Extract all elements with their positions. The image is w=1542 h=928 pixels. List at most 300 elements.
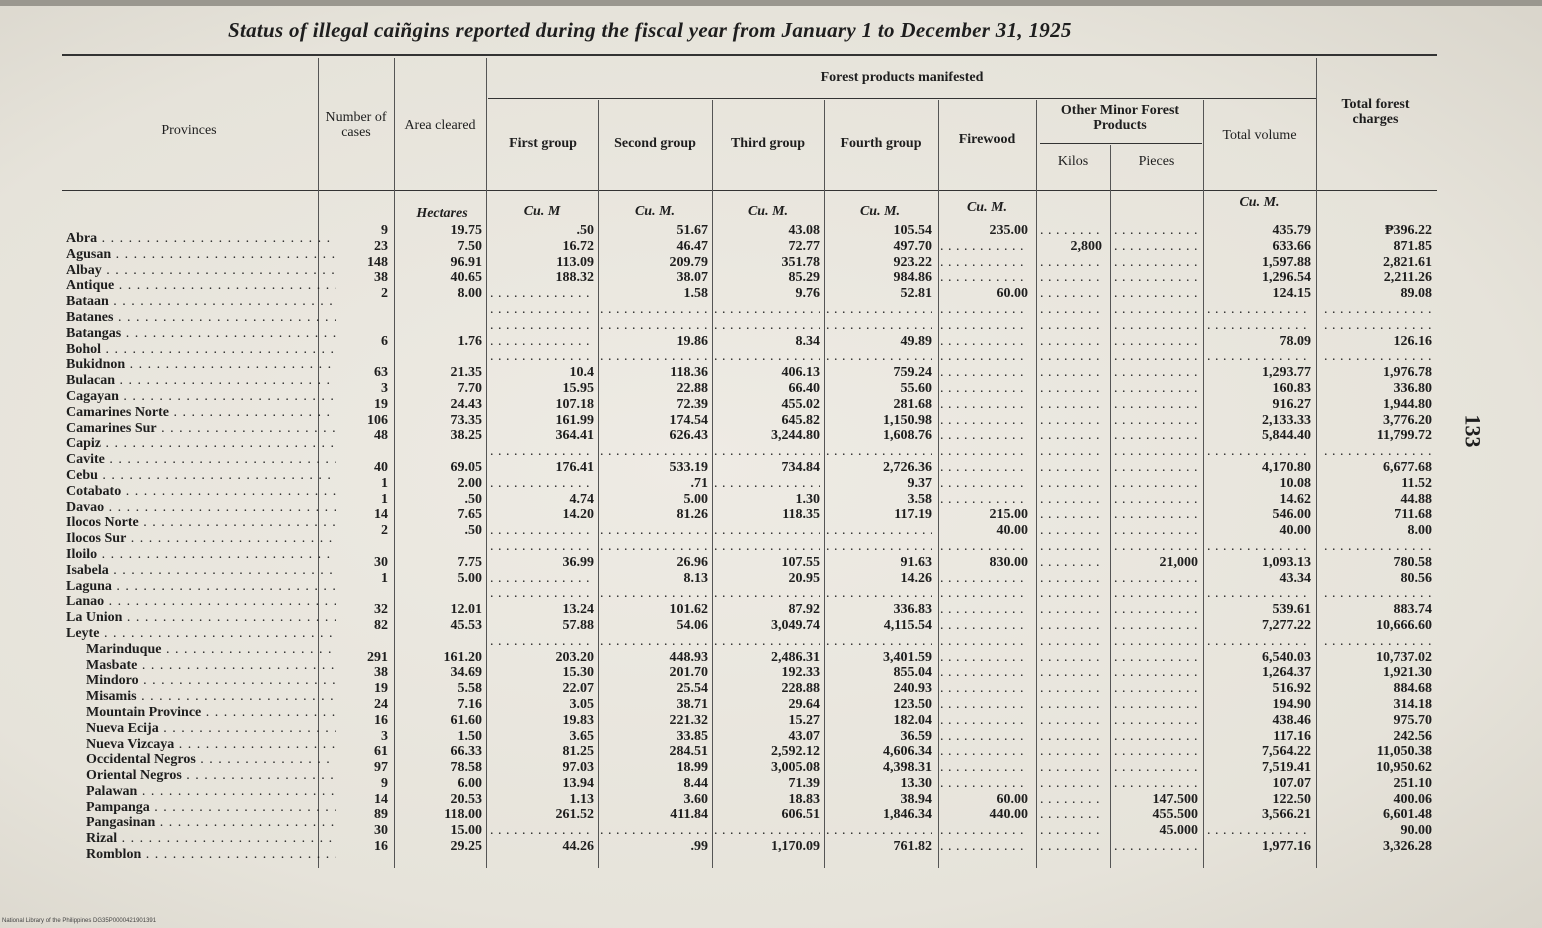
cases-cell (322, 302, 388, 318)
total-volume-cell: 124.15 (1272, 286, 1311, 302)
area-cell: 24.43 (450, 396, 482, 412)
province-name: Pangasinan . . . (66, 815, 336, 831)
area-cell (398, 302, 482, 318)
province-name: Lanao . . . (66, 594, 336, 610)
cases-column (322, 223, 388, 855)
col-divider (1316, 58, 1317, 868)
third-cell: 192.33 (781, 665, 820, 681)
cases-cell: 19 (374, 396, 388, 412)
second-cell (600, 444, 708, 460)
third-cell: 3,244.80 (771, 428, 820, 444)
firewood-cell (940, 270, 1028, 286)
second-cell: 284.51 (669, 744, 708, 760)
fourth-cell: 123.50 (893, 696, 932, 712)
header-bottom-rule (62, 190, 1437, 191)
area-cell: 6.00 (457, 775, 482, 791)
first-cell: 13.24 (562, 602, 594, 618)
firewood-column (940, 223, 1028, 855)
charges-cell: 1,944.80 (1383, 396, 1432, 412)
pieces-cell: 455.500 (1152, 807, 1198, 823)
cases-cell: 97 (374, 760, 388, 776)
firewood-cell (940, 318, 1028, 334)
third-cell (714, 523, 820, 539)
total-volume-cell: 160.83 (1272, 380, 1311, 396)
fourth-cell (826, 523, 932, 539)
province-name: Misamis . . . (66, 689, 336, 705)
total-volume-cell: 3,566.21 (1262, 807, 1311, 823)
fourth-cell: 4,398.31 (883, 760, 932, 776)
charges-cell: 89.08 (1400, 286, 1432, 302)
header-first-group: First group (509, 135, 577, 151)
charges-cell: 336.80 (1393, 380, 1432, 396)
fourth-cell (826, 444, 932, 460)
first-cell (490, 302, 594, 318)
kilos-cell (1040, 571, 1102, 587)
charges-cell (1320, 539, 1432, 555)
area-cell: 40.65 (450, 270, 482, 286)
fourth-cell: 240.93 (893, 681, 932, 697)
province-name: Pampanga . . . (66, 800, 336, 816)
first-cell (490, 318, 594, 334)
third-cell: 734.84 (781, 459, 820, 475)
province-name: Batanes . . . (66, 310, 336, 326)
charges-cell: 711.68 (1394, 507, 1432, 523)
pieces-cell (1114, 697, 1198, 713)
province-name: Nueva Vizcaya . . . (66, 737, 336, 753)
fourth-cell: 38.94 (900, 791, 932, 807)
total-volume-cell: 4,170.80 (1262, 459, 1311, 475)
area-cell: 73.35 (450, 412, 482, 428)
total-volume-cell: 546.00 (1272, 507, 1311, 523)
area-cell (398, 349, 482, 365)
col-divider (486, 58, 487, 868)
province-name: Palawan . . . (66, 784, 336, 800)
second-cell: 19.86 (676, 333, 708, 349)
area-cell: 7.70 (457, 380, 482, 396)
cases-cell: 24 (374, 696, 388, 712)
third-cell: 18.83 (788, 791, 820, 807)
charges-cell: 2,211.26 (1383, 270, 1432, 286)
firewood-cell: 235.00 (989, 223, 1028, 238)
cases-cell: 6 (381, 333, 388, 349)
third-cell: 9.76 (795, 286, 820, 302)
second-cell: 8.44 (683, 775, 708, 791)
unit-area: Hectares (416, 206, 468, 221)
pieces-cell (1114, 223, 1198, 239)
total-volume-cell: 117.16 (1273, 728, 1311, 744)
col-divider (824, 100, 825, 868)
fourth-cell (826, 349, 932, 365)
kilos-cell (1040, 270, 1102, 286)
first-cell: 364.41 (555, 428, 594, 444)
firewood-cell: 60.00 (996, 791, 1028, 807)
charges-cell: 11,050.38 (1376, 744, 1432, 760)
fourth-cell (826, 586, 932, 602)
third-cell (714, 302, 820, 318)
province-name: Nueva Ecija . . . (66, 721, 336, 737)
province-name: La Union . . . (66, 610, 336, 626)
second-cell: 626.43 (669, 428, 708, 444)
province-name: Batangas . . . (66, 326, 336, 342)
fourth-cell: 49.89 (900, 333, 932, 349)
cases-cell: 82 (374, 617, 388, 633)
third-cell: 3,049.74 (771, 617, 820, 633)
charges-cell (1320, 586, 1432, 602)
total-volume-cell: 107.07 (1272, 775, 1311, 791)
province-name: Albay . . . (66, 263, 336, 279)
fourth-cell: 91.63 (900, 554, 932, 570)
fourth-cell: 2,726.36 (883, 459, 932, 475)
province-name: Oriental Negros . . . (66, 768, 336, 784)
cases-cell: 3 (381, 380, 388, 396)
province-name: Cotabato . . . (66, 484, 336, 500)
charges-cell: 242.56 (1393, 728, 1432, 744)
second-cell: 118.36 (670, 365, 708, 381)
total-volume-cell (1207, 444, 1311, 460)
cases-cell (322, 444, 388, 460)
total-volume-cell: 7,564.22 (1262, 744, 1311, 760)
province-name: Bukidnon . . . (66, 357, 336, 373)
unit-second: Cu. M. (634, 204, 676, 219)
page-number: 133 (1460, 414, 1486, 448)
third-cell: 3,005.08 (771, 760, 820, 776)
col-divider (938, 100, 939, 868)
header-other-minor-products: Other Minor Forest Products (1060, 103, 1180, 133)
kilos-cell (1040, 618, 1102, 634)
firewood-cell (940, 839, 1028, 855)
third-cell (714, 318, 820, 334)
header-total-volume: Total volume (1222, 127, 1297, 143)
total-volume-cell: 194.90 (1272, 696, 1311, 712)
area-cell (398, 539, 482, 555)
pieces-cell: 21,000 (1159, 554, 1198, 570)
charges-cell: 10,666.60 (1376, 617, 1432, 633)
first-cell: 97.03 (562, 760, 594, 776)
header-kilos: Kilos (1057, 153, 1089, 169)
area-cell: 5.00 (457, 570, 482, 586)
first-cell (490, 634, 594, 650)
fourth-cell: 36.59 (900, 728, 932, 744)
area-cell: 118.00 (444, 807, 482, 823)
second-cell (600, 302, 708, 318)
kilos-cell (1040, 318, 1102, 334)
kilos-cell (1040, 334, 1102, 350)
province-name: Ilocos Norte . . . (66, 515, 336, 531)
third-cell: 29.64 (788, 696, 820, 712)
pieces-cell (1114, 507, 1198, 523)
charges-cell: 3,776.20 (1383, 412, 1432, 428)
pieces-cell (1114, 381, 1198, 397)
second-cell: 25.54 (676, 681, 708, 697)
area-cell: 45.53 (450, 617, 482, 633)
total-volume-cell (1207, 539, 1311, 555)
firewood-cell (940, 697, 1028, 713)
charges-cell: 10,950.62 (1376, 760, 1432, 776)
area-cell (398, 586, 482, 602)
first-cell: 44.26 (562, 839, 594, 855)
second-cell: .71 (690, 475, 708, 491)
kilos-cell (1040, 744, 1102, 760)
total-volume-cell: 122.50 (1272, 791, 1311, 807)
area-cell: 7.16 (457, 696, 482, 712)
area-cell: 8.00 (457, 286, 482, 302)
total-volume-cell: 78.09 (1279, 333, 1311, 349)
charges-cell: 6,601.48 (1383, 807, 1432, 823)
second-cell (600, 349, 708, 365)
kilos-cell (1040, 697, 1102, 713)
first-cell (490, 523, 594, 539)
fourth-cell (826, 318, 932, 334)
area-cell: 5.58 (457, 681, 482, 697)
province-name: Leyte . . . (66, 626, 336, 642)
fourth-cell: 14.26 (900, 570, 932, 586)
firewood-cell (940, 492, 1028, 508)
charges-cell: 314.18 (1393, 696, 1432, 712)
firewood-cell (940, 776, 1028, 792)
second-cell: 33.85 (676, 728, 708, 744)
total-volume-cell: 1,597.88 (1262, 254, 1311, 270)
header-firewood: Firewood (958, 131, 1016, 147)
cases-cell: 1 (381, 475, 388, 491)
kilos-cell (1040, 539, 1102, 555)
third-cell: 43.08 (788, 223, 820, 238)
fourth-cell (826, 823, 932, 839)
firewood-cell (940, 365, 1028, 381)
total-volume-cell: 916.27 (1272, 396, 1311, 412)
first-cell: 14.20 (562, 507, 594, 523)
kilos-cell (1040, 492, 1102, 508)
area-cell: 161.20 (443, 649, 482, 665)
fourth-cell: 55.60 (900, 380, 932, 396)
cases-cell: 89 (374, 807, 388, 823)
charges-cell: 90.00 (1400, 823, 1432, 839)
kilos-cell (1040, 665, 1102, 681)
pieces-cell (1114, 476, 1198, 492)
pieces-cell (1114, 397, 1198, 413)
province-name: Bataan . . . (66, 294, 336, 310)
charges-cell: 10,737.02 (1376, 649, 1432, 665)
header-pieces: Pieces (1138, 153, 1175, 169)
province-name: Laguna . . . (66, 579, 336, 595)
fourth-cell (826, 539, 932, 555)
first-cell: 22.07 (562, 681, 594, 697)
charges-cell: 8.00 (1407, 523, 1432, 539)
unit-first: Cu. M (523, 204, 561, 219)
third-cell (714, 444, 820, 460)
area-cell: 19.75 (450, 223, 482, 238)
pieces-column (1114, 223, 1198, 855)
col-divider (1110, 145, 1111, 868)
third-cell: 15.27 (788, 712, 820, 728)
second-cell: 18.99 (676, 760, 708, 776)
pieces-cell (1114, 302, 1198, 318)
province-name: Occidental Negros . . . (66, 752, 336, 768)
area-cell (398, 634, 482, 650)
first-cell: 13.94 (562, 775, 594, 791)
first-cell: 4.74 (569, 491, 594, 507)
first-cell: 16.72 (562, 238, 594, 254)
cases-cell: 106 (367, 412, 388, 428)
province-name: Abra . . . (66, 231, 336, 247)
header-provinces: Provinces (161, 122, 217, 138)
third-cell: 66.40 (788, 380, 820, 396)
fourth-cell: 759.24 (893, 365, 932, 381)
first-cell: 176.41 (555, 459, 594, 475)
area-cell: 15.00 (450, 823, 482, 839)
area-cell: 78.58 (450, 760, 482, 776)
firewood-cell (940, 602, 1028, 618)
col-divider (1203, 100, 1204, 868)
pieces-cell (1114, 618, 1198, 634)
total-volume-cell (1207, 823, 1311, 839)
cases-cell: 14 (374, 791, 388, 807)
total-volume-cell (1207, 318, 1311, 334)
province-name: Antique . . . (66, 278, 336, 294)
third-cell: 85.29 (788, 270, 820, 286)
pieces-cell (1114, 776, 1198, 792)
pieces-cell (1114, 318, 1198, 334)
kilos-cell (1040, 223, 1102, 239)
charges-cell: 6,677.68 (1383, 459, 1432, 475)
kilos-cell (1040, 681, 1102, 697)
col-divider (712, 100, 713, 868)
firewood-cell (940, 476, 1028, 492)
unit-third: Cu. M. (747, 204, 789, 219)
third-cell: 228.88 (781, 681, 820, 697)
pieces-cell: 45.000 (1159, 823, 1198, 839)
firewood-cell (940, 255, 1028, 271)
pieces-cell (1114, 286, 1198, 302)
area-cell: 34.69 (450, 665, 482, 681)
charges-cell (1320, 444, 1432, 460)
firewood-cell (940, 413, 1028, 429)
cases-cell (322, 586, 388, 602)
second-group-column (600, 223, 708, 855)
province-name: Camarines Sur . . . (66, 421, 336, 437)
pieces-cell (1114, 239, 1198, 255)
charges-cell: 11.52 (1401, 475, 1432, 491)
cases-cell: 9 (381, 223, 388, 238)
pieces-cell (1114, 760, 1198, 776)
second-cell: 1.58 (683, 286, 708, 302)
pieces-cell (1114, 413, 1198, 429)
fourth-cell: 761.82 (893, 839, 932, 855)
third-cell: 406.13 (781, 365, 820, 381)
kilos-cell (1040, 760, 1102, 776)
fourth-cell: 13.30 (900, 775, 932, 791)
kilos-cell (1040, 713, 1102, 729)
total-volume-cell: 7,277.22 (1262, 617, 1311, 633)
fourth-cell: 3.58 (907, 491, 932, 507)
first-cell: 15.95 (562, 380, 594, 396)
minor-products-rule (1040, 143, 1202, 144)
province-name: Capiz . . . (66, 436, 336, 452)
fourth-cell: 336.83 (893, 602, 932, 618)
kilos-cell (1040, 729, 1102, 745)
pieces-cell (1114, 634, 1198, 650)
charges-cell: ₱396.22 (1384, 223, 1432, 238)
area-cell: 66.33 (450, 744, 482, 760)
kilos-cell (1040, 381, 1102, 397)
cases-cell (322, 349, 388, 365)
second-cell: 533.19 (669, 459, 708, 475)
pieces-cell (1114, 349, 1198, 365)
total-volume-cell: 10.08 (1279, 475, 1311, 491)
fourth-cell (826, 302, 932, 318)
firewood-cell (940, 823, 1028, 839)
first-cell: 3.65 (569, 728, 594, 744)
page-edge (0, 0, 1542, 6)
charges-cell (1320, 349, 1432, 365)
footer-note: National Library of the Philippines DG35P0000421901391 (2, 918, 157, 924)
cases-cell: 48 (374, 428, 388, 444)
pieces-cell (1114, 713, 1198, 729)
kilos-cell (1040, 602, 1102, 618)
pieces-cell (1114, 650, 1198, 666)
pieces-cell (1114, 365, 1198, 381)
total-volume-cell (1207, 302, 1311, 318)
cases-cell: 40 (374, 459, 388, 475)
third-cell (714, 823, 820, 839)
charges-cell: 871.85 (1393, 238, 1432, 254)
charges-cell: 780.58 (1393, 554, 1432, 570)
total-volume-cell: 40.00 (1279, 523, 1311, 539)
pieces-cell (1114, 729, 1198, 745)
firewood-cell: 830.00 (989, 554, 1028, 570)
area-cell (398, 318, 482, 334)
first-cell: 107.18 (555, 396, 594, 412)
second-cell: 201.70 (669, 665, 708, 681)
second-cell: 221.32 (669, 712, 708, 728)
second-cell: 26.96 (676, 554, 708, 570)
charges-cell: 44.88 (1400, 491, 1432, 507)
second-cell: 22.88 (676, 380, 708, 396)
area-cell: 96.91 (450, 254, 482, 270)
fourth-cell: 855.04 (893, 665, 932, 681)
firewood-cell (940, 397, 1028, 413)
first-cell: 36.99 (562, 554, 594, 570)
firewood-cell (940, 729, 1028, 745)
fourth-cell: 984.86 (893, 270, 932, 286)
unit-firewood: Cu. M. (966, 200, 1008, 215)
second-cell: 174.54 (669, 412, 708, 428)
header-total-forest-charges: Total forest charges (1341, 97, 1410, 127)
kilos-cell (1040, 397, 1102, 413)
total-charges-column (1320, 223, 1432, 855)
second-cell (600, 539, 708, 555)
cases-cell (322, 539, 388, 555)
second-cell: 38.71 (676, 696, 708, 712)
second-cell: 51.67 (676, 223, 708, 238)
cases-cell: 19 (374, 681, 388, 697)
firewood-cell: 60.00 (996, 286, 1028, 302)
third-cell: 1.30 (795, 491, 820, 507)
first-cell: 81.25 (562, 744, 594, 760)
province-name: Romblon . . . (66, 847, 336, 863)
pieces-cell (1114, 428, 1198, 444)
province-name: Rizal . . . (66, 831, 336, 847)
first-cell: 261.52 (555, 807, 594, 823)
firewood-cell (940, 349, 1028, 365)
cases-cell: 61 (374, 744, 388, 760)
third-cell: 351.78 (781, 254, 820, 270)
first-cell (490, 823, 594, 839)
col-divider (1036, 100, 1037, 868)
area-cell: 21.35 (450, 365, 482, 381)
first-cell: 161.99 (555, 412, 594, 428)
total-volume-cell (1207, 586, 1311, 602)
charges-cell: 126.16 (1393, 333, 1432, 349)
